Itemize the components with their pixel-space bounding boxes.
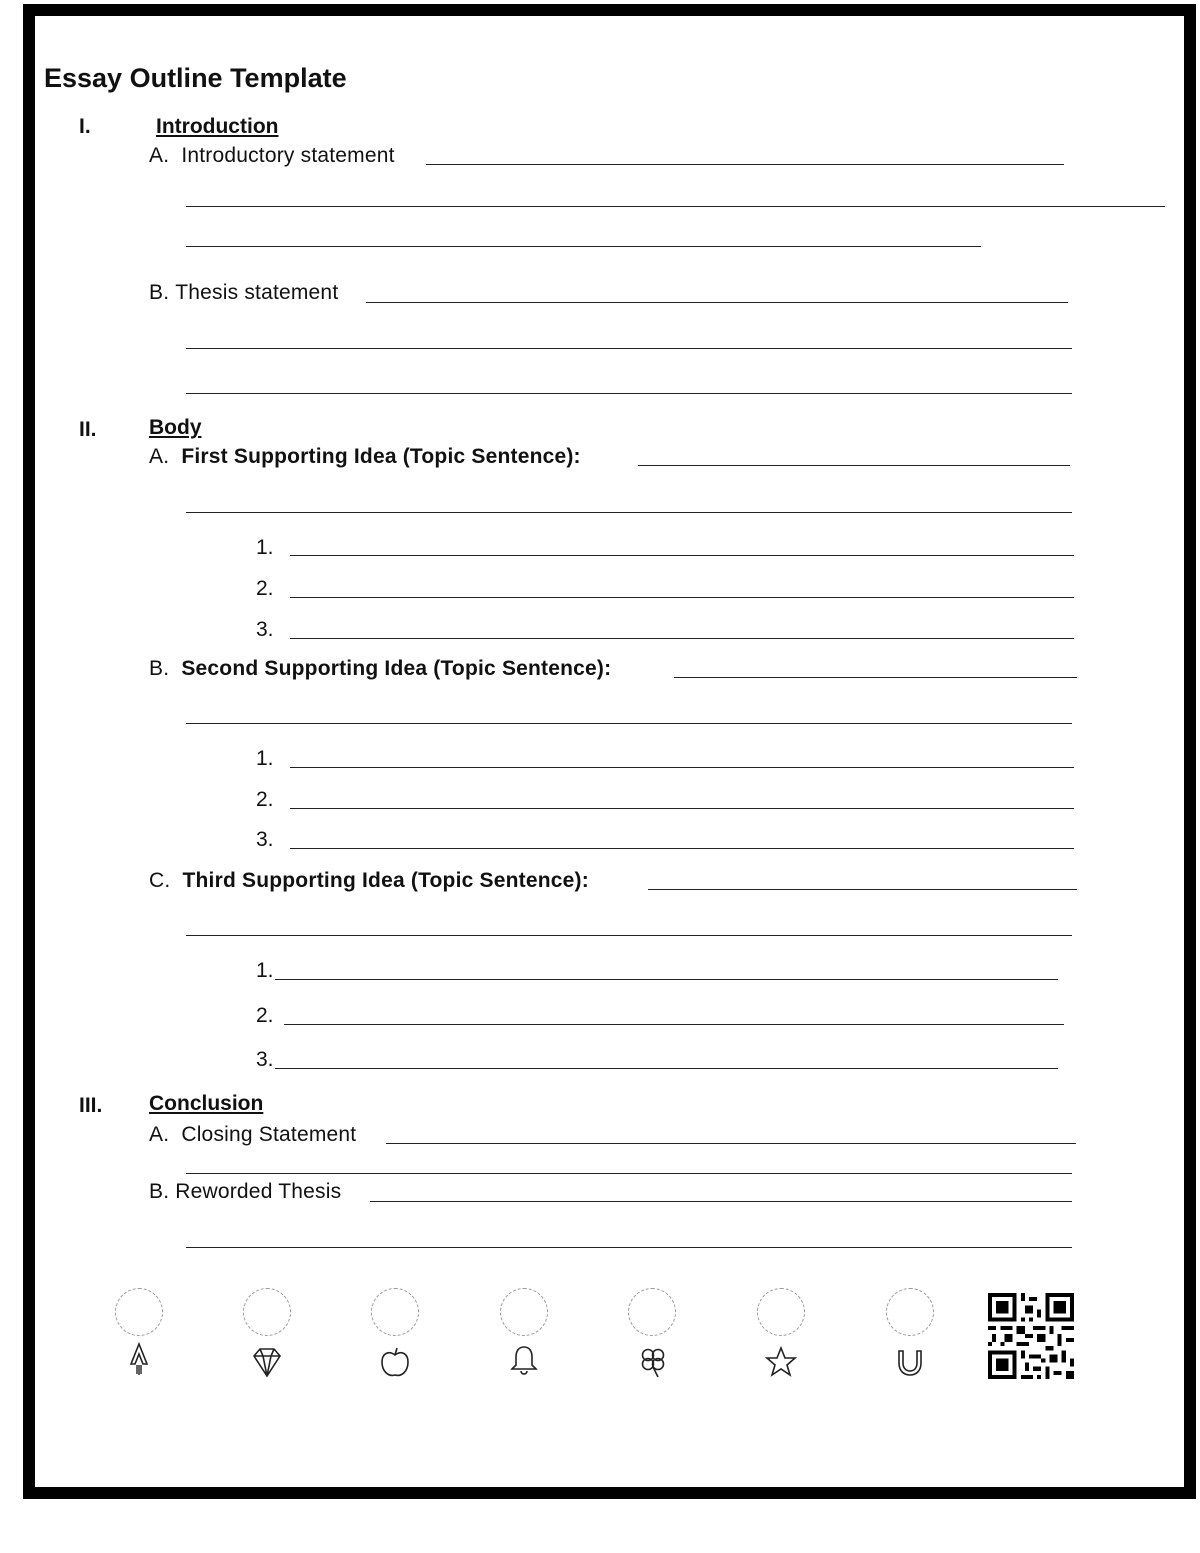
body-c-num-2: 2. (256, 1004, 274, 1027)
intro-b-line-2[interactable] (186, 348, 1072, 349)
intro-item-b (149, 281, 338, 305)
section-heading-conclusion: Conclusion (149, 1092, 264, 1115)
conclusion-a-label: Closing Statement (181, 1123, 357, 1146)
body-c-label: Third Supporting Idea (Topic Sentence): (182, 869, 589, 892)
check-circle-4[interactable] (500, 1288, 548, 1336)
horseshoe-icon (893, 1345, 927, 1379)
clover-icon (636, 1345, 670, 1379)
intro-b-line-3[interactable] (186, 393, 1072, 394)
body-b-line-2[interactable] (186, 723, 1072, 724)
intro-a-line-3[interactable] (186, 246, 981, 247)
section-numeral-body: II. (79, 418, 97, 441)
body-c-sub-line-2[interactable] (284, 1024, 1064, 1025)
body-c-num-3: 3. (256, 1048, 274, 1071)
body-item-c (149, 869, 589, 893)
body-b-sub-line-1[interactable] (290, 767, 1074, 768)
body-c-line-1[interactable] (648, 889, 1077, 890)
check-circle-1[interactable] (115, 1288, 163, 1336)
body-c-line-2[interactable] (186, 935, 1072, 936)
body-c-letter: C. (149, 869, 171, 892)
conclusion-a-line-2[interactable] (186, 1173, 1072, 1174)
conclusion-item-a (149, 1123, 356, 1147)
qr-code (988, 1293, 1074, 1379)
body-a-num-2: 2. (256, 577, 274, 600)
body-a-num-3: 3. (256, 618, 274, 641)
intro-a-line-1[interactable] (426, 164, 1064, 165)
body-item-b (149, 657, 611, 681)
section-numeral-intro: I. (79, 115, 91, 138)
body-a-label: First Supporting Idea (Topic Sentence): (181, 445, 581, 468)
body-a-sub-line-2[interactable] (290, 597, 1074, 598)
body-b-num-2: 2. (256, 788, 274, 811)
check-circle-5[interactable] (628, 1288, 676, 1336)
intro-b-label: Thesis statement (175, 281, 339, 304)
conclusion-a-letter: A. (149, 1123, 170, 1146)
conclusion-a-line-1[interactable] (386, 1143, 1076, 1144)
apple-icon (378, 1345, 412, 1379)
conclusion-b-line-1[interactable] (370, 1201, 1072, 1202)
section-heading-intro: Introduction (156, 115, 279, 138)
body-c-num-1: 1. (256, 959, 274, 982)
intro-item-a (149, 144, 395, 168)
conclusion-b-label: Reworded Thesis (175, 1180, 342, 1203)
page-title: Essay Outline Template (44, 63, 347, 93)
body-a-line-2[interactable] (186, 512, 1072, 513)
intro-a-line-2[interactable] (186, 206, 1165, 207)
check-circle-2[interactable] (243, 1288, 291, 1336)
body-b-num-3: 3. (256, 828, 274, 851)
intro-a-letter: A. (149, 144, 170, 167)
check-circle-3[interactable] (371, 1288, 419, 1336)
body-c-sub-line-1[interactable] (275, 979, 1058, 980)
section-heading-body: Body (149, 416, 202, 439)
conclusion-b-letter: B. (149, 1180, 170, 1203)
conclusion-item-b (149, 1180, 341, 1204)
body-item-a (149, 445, 581, 469)
page-border (23, 4, 1196, 1499)
star-icon (764, 1345, 798, 1379)
body-b-label: Second Supporting Idea (Topic Sentence): (181, 657, 612, 680)
check-circle-7[interactable] (886, 1288, 934, 1336)
section-numeral-conclusion: III. (79, 1094, 103, 1117)
intro-b-line-1[interactable] (366, 302, 1068, 303)
body-b-sub-line-3[interactable] (290, 848, 1074, 849)
conclusion-b-line-2[interactable] (186, 1247, 1072, 1248)
rocket-icon (122, 1342, 156, 1376)
check-circle-6[interactable] (757, 1288, 805, 1336)
body-a-sub-line-3[interactable] (290, 638, 1074, 639)
body-b-sub-line-2[interactable] (290, 808, 1074, 809)
body-b-line-1[interactable] (674, 677, 1077, 678)
body-a-sub-line-1[interactable] (290, 555, 1074, 556)
body-a-num-1: 1. (256, 536, 274, 559)
intro-b-letter: B. (149, 281, 170, 304)
bell-icon (507, 1343, 541, 1377)
intro-a-label: Introductory statement (181, 144, 395, 167)
body-c-sub-line-3[interactable] (275, 1068, 1058, 1069)
diamond-icon (250, 1346, 284, 1380)
body-b-letter: B. (149, 657, 170, 680)
body-a-line-1[interactable] (638, 465, 1070, 466)
body-b-num-1: 1. (256, 747, 274, 770)
body-a-letter: A. (149, 445, 170, 468)
